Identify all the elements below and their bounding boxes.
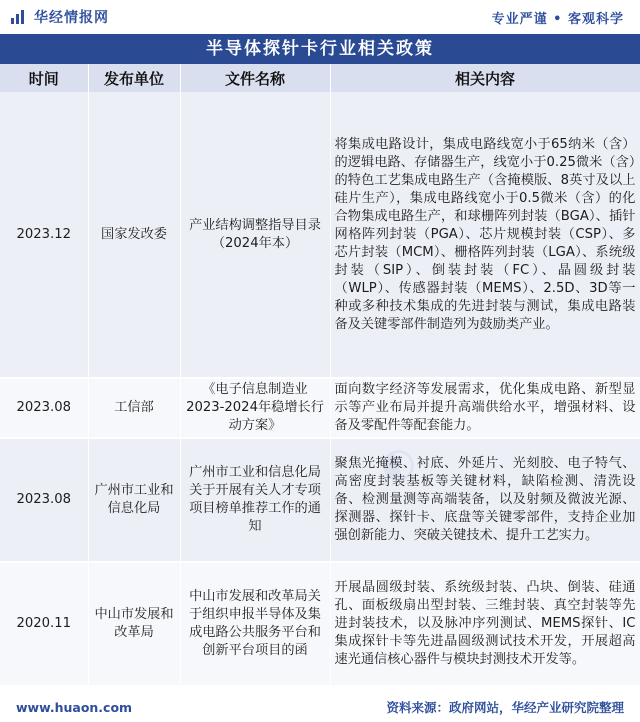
footer-website: www.huaon.com [16, 699, 133, 715]
page-title: 半导体探针卡行业相关政策 [0, 34, 640, 64]
cell-dept: 工信部 [88, 378, 180, 438]
table-row [0, 378, 640, 438]
cell-content: 面向数字经济等发展需求，优化集成电路、新型显示等产业布局并提升高端供给水平，增强材料、设备及零配件等配套能力。 [330, 378, 640, 438]
cell-content: 开展晶圆级封装、系统级封装、凸块、倒装、硅通孔、面板级扇出型封装、三维封装、真空封装等先进封装技术，以及脉冲序列测试、MEMS探针、IC集成探针卡等先进晶圆级测试技术开发，开展超高速光通信核心器件与模块封测技术开发等。 [330, 562, 640, 686]
brand-logo-icon [10, 9, 28, 25]
top-bar [0, 0, 640, 34]
cell-content: 聚焦光掩模、衬底、外延片、光刻胶、电子特气、高密度封装基板等关键材料，缺陷检测、清洗设备、检测量测等高端装备，以及射频及微波光源、探测器、探针卡、底盘等关键零部件，支持企业加强创新能力、突破关键技术、提升工艺实力。 [330, 438, 640, 562]
cell-file: 广州市工业和信息化局关于开展有关人才专项项目榜单推荐工作的通知 [180, 438, 330, 562]
cell-content: 将集成电路设计，集成电路线宽小于65纳米（含）的逻辑电路、存储器生产，线宽小于0.25微米（含）的特色工艺集成电路生产（含掩模版、8英寸及以上硅片生产），集成电路线宽小于0.5微米（含）的化合物集成电路生产，和球栅阵列封装（BGA）、插针网格阵列封装（PGA）、芯片规模封装（CSP）、多芯片封装（MCM）、栅格阵列封装（LGA）、系统级封装（SIP）、倒装封装（FC）、晶圆级封装（WLP）、传感器封装（MEMS）、2.5D、3D等一种或多种技术集成的先进封装与测试，集成电路装备及关键零部件制造列为鼓励类产业。 [330, 92, 640, 378]
cell-dept: 国家发改委 [88, 92, 180, 378]
table-header-row [0, 64, 640, 92]
cell-dept: 广州市工业和信息化局 [88, 438, 180, 562]
cell-time: 2020.11 [0, 562, 88, 686]
cell-time: 2023.08 [0, 438, 88, 562]
cell-file: 中山市发展和改革局关于组织申报半导体及集成电路公共服务平台和创新平台项目的函 [180, 562, 330, 686]
column-header-time: 时间 [0, 64, 88, 92]
footer-source: 资料来源：政府网站，华经产业研究院整理 [386, 700, 624, 715]
slogan: 专业严谨 • 客观科学 [491, 11, 624, 27]
footer [0, 692, 640, 722]
cell-dept: 中山市发展和改革局 [88, 562, 180, 686]
cell-time: 2023.12 [0, 92, 88, 378]
brand-name: 华经情报网 [34, 10, 109, 26]
table-row [0, 438, 640, 562]
table-row [0, 562, 640, 686]
cell-time: 2023.08 [0, 378, 88, 438]
column-header-file: 文件名称 [180, 64, 330, 92]
cell-file: 产业结构调整指导目录（2024年本） [180, 92, 330, 378]
policy-table [0, 64, 640, 687]
brand [10, 7, 109, 27]
column-header-dept: 发布单位 [88, 64, 180, 92]
column-header-content: 相关内容 [330, 64, 640, 92]
table-row [0, 92, 640, 378]
cell-file: 《电子信息制造业2023-2024年稳增长行动方案》 [180, 378, 330, 438]
